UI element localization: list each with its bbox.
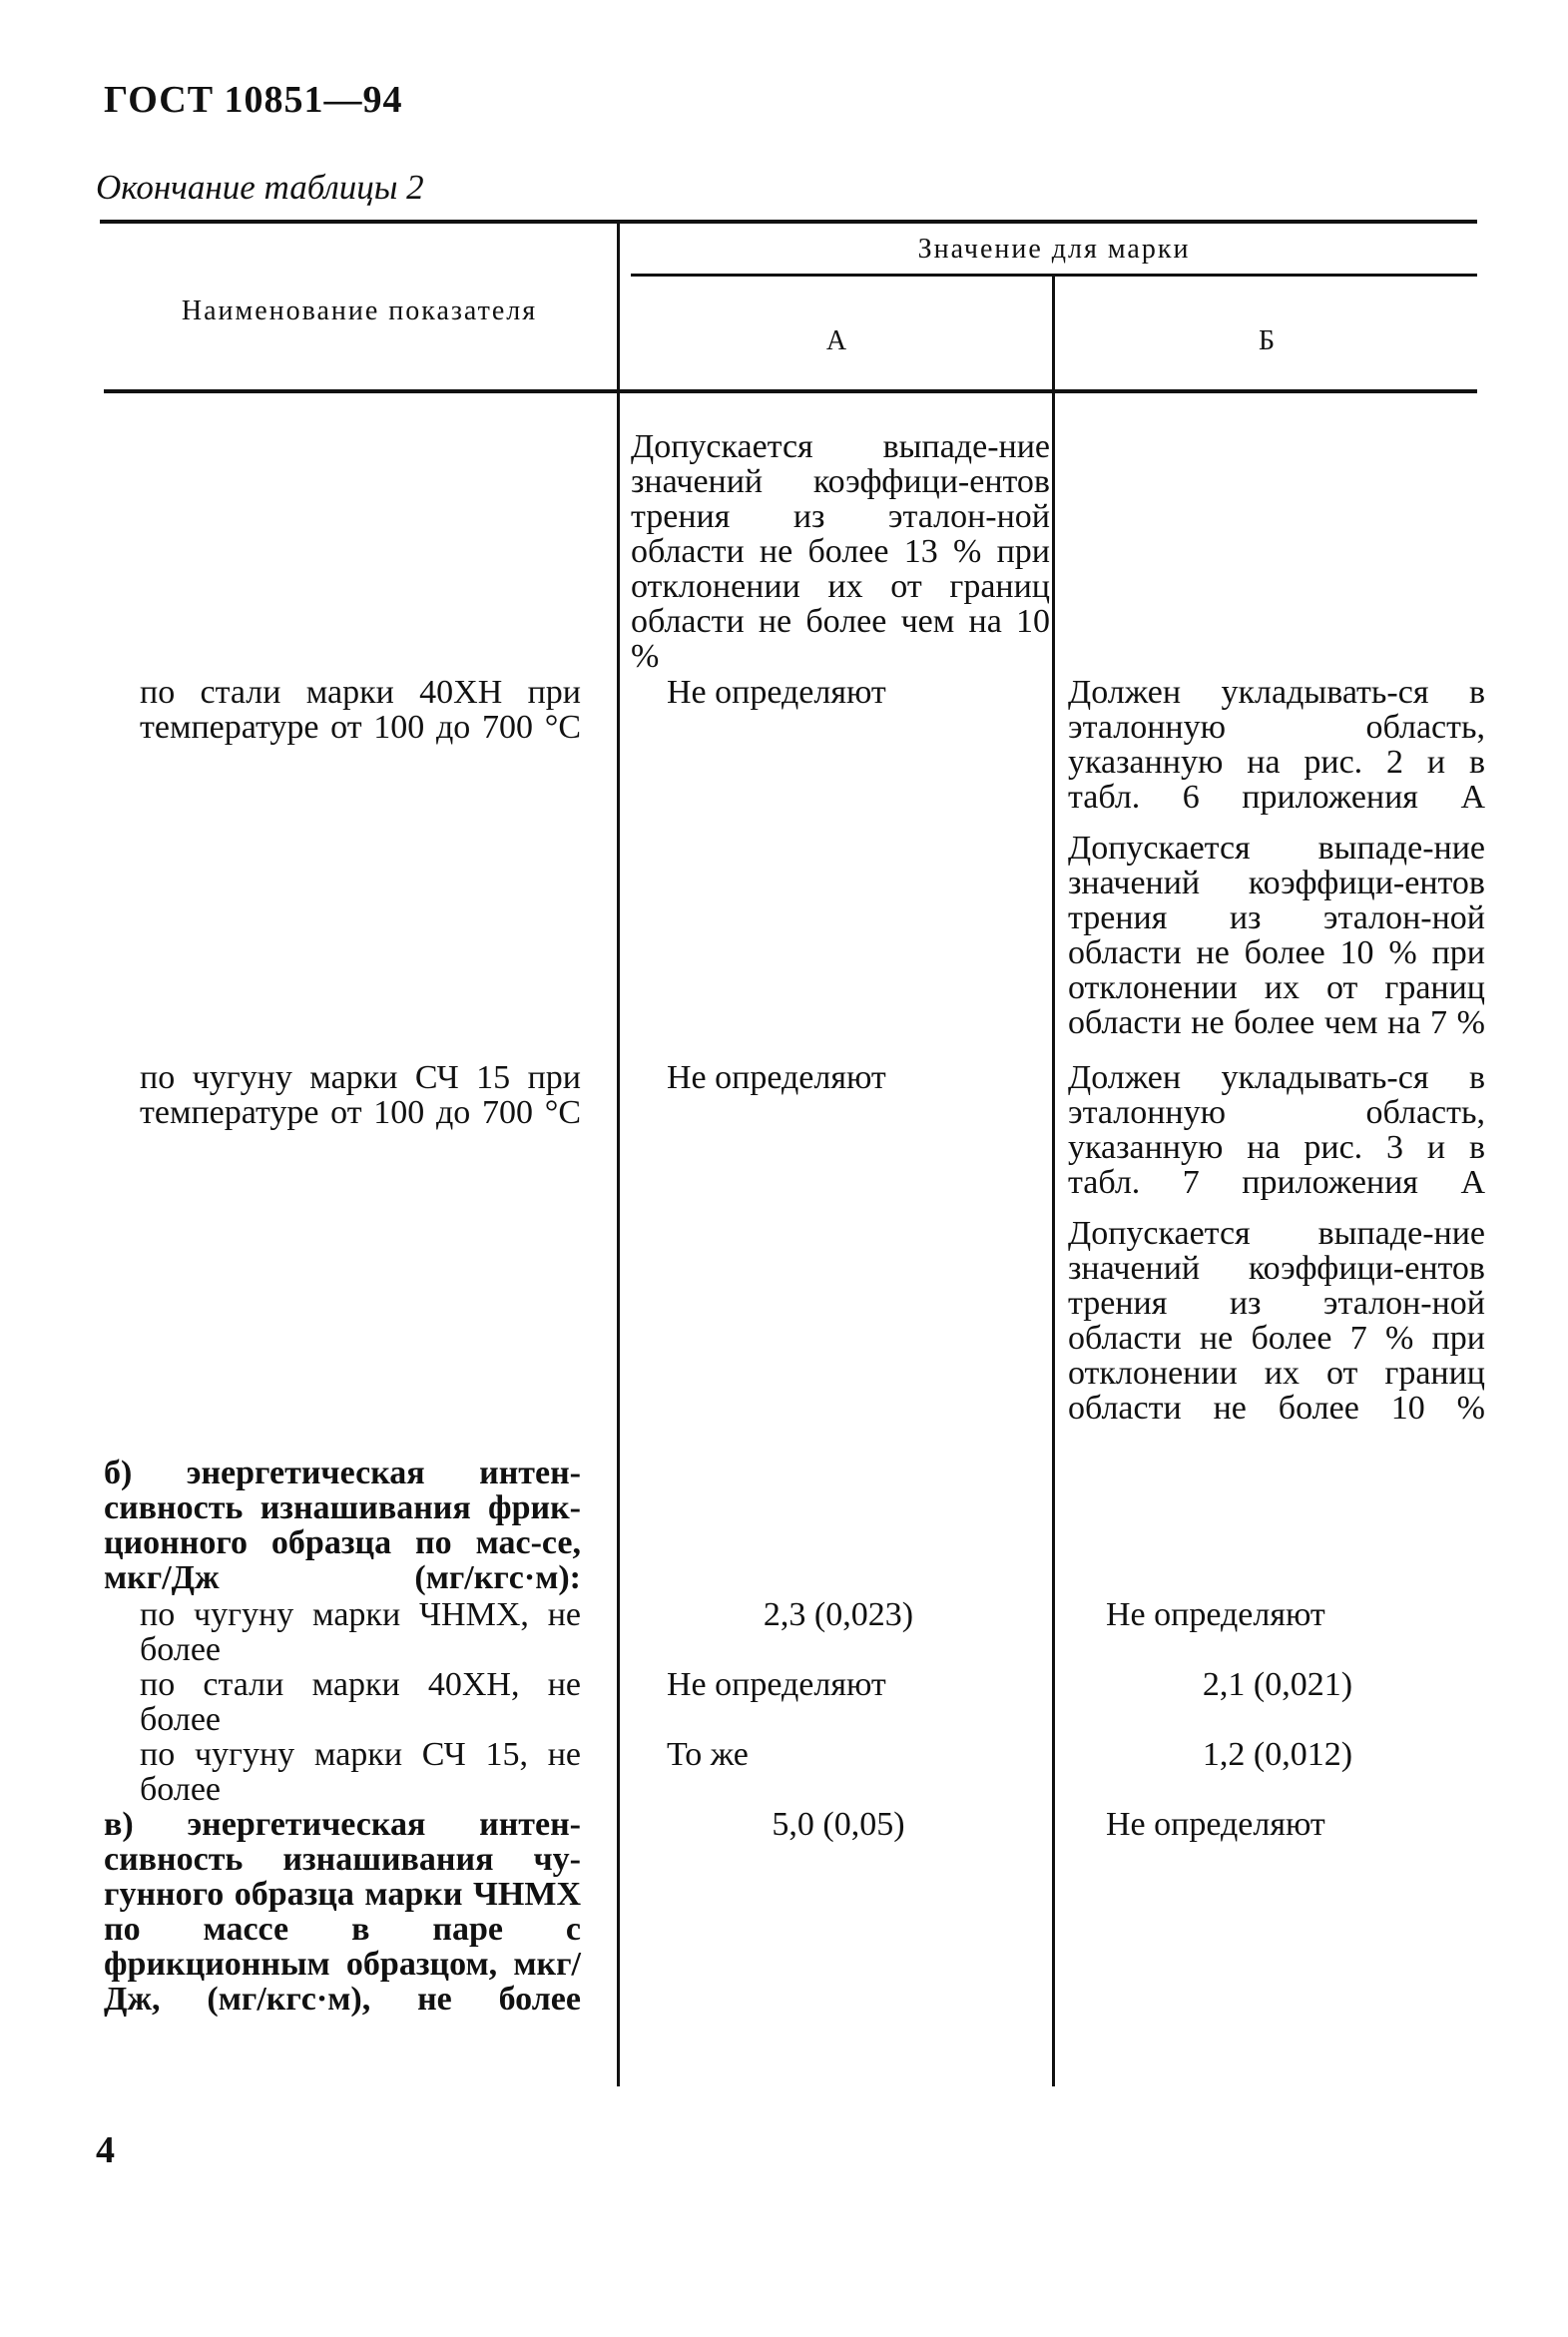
cell-r6-b: 1,2 (0,012) [1202,1736,1353,1773]
header-indicator: Наименование показателя [181,295,538,326]
cell-r2-indicator: по чугуну марки СЧ 15 при температуре от 100 до 700 °С [140,1059,581,1131]
cell-r1-b-note1: Должен укладывать-ся в эталонную область, указанную на рис. 2 и в табл. 6 приложения А [1068,674,1485,816]
document-title: ГОСТ 10851—94 [104,79,403,121]
cell-r5-a: Не определяют [667,1666,886,1703]
cell-r6-a: То же [667,1736,749,1773]
header-bottom-rule [104,389,1477,393]
cell-r5-indicator: по стали марки 40ХН, не более [140,1666,581,1738]
cell-r7-a: 5,0 (0,05) [772,1806,905,1843]
cell-r2-a: Не определяют [667,1059,886,1096]
cell-r2-b-note1: Должен укладывать-ся в эталонную область, указанную на рис. 3 и в табл. 7 приложения А [1068,1059,1485,1201]
page-number: 4 [96,2129,115,2171]
cell-r1-indicator: по стали марки 40ХН при температуре от 100 до 700 °С [140,674,581,746]
header-grade-a: А [825,325,849,356]
cell-r4-a: 2,3 (0,023) [763,1596,914,1633]
cell-r7-indicator: в) энергетическая интен-сивность изнашивания чу-гунного образца марки ЧНМХ по массе в паре с фрикционным образцом, мкг/Дж, (мг/кгс·м), не более [104,1806,581,2018]
column-divider-1 [617,222,620,2086]
cell-r4-b: Не определяют [1106,1596,1325,1633]
header-grade-b: Б [1258,325,1278,356]
table-caption: Окончание таблицы 2 [96,168,424,207]
column-divider-2 [1052,276,1055,2086]
cell-r2-b-note2: Допускается выпаде-ние значений коэффици-ентов трения из эталон-ной области не более 7 % при отклонении их от границ области не более 10 % [1068,1215,1485,1427]
cell-r4-indicator: по чугуну марки ЧНМХ, не более [140,1596,581,1668]
cell-r6-indicator: по чугуну марки СЧ 15, не более [140,1736,581,1808]
cell-r7-b: Не определяют [1106,1806,1325,1843]
cell-r5-b: 2,1 (0,021) [1202,1666,1353,1703]
cell-r1-a: Не определяют [667,674,886,711]
table-top-rule [100,220,1477,224]
cell-r0-a: Допускается выпаде-ние значений коэффици-ентов трения из эталон-ной области не более 13 % при отклонении их от границ области не более чем на 10 % [631,428,1050,675]
cell-r3-indicator: б) энергетическая интен-сивность изнашивания фрик-ционного образца по мас-се, мкг/Дж (мг/кгс·м): [104,1455,581,1596]
cell-r1-b-note2: Допускается выпаде-ние значений коэффици-ентов трения из эталон-ной области не более 10 % при отклонении их от границ области не более чем на 7 % [1068,830,1485,1041]
header-value-group: Значение для марки [917,234,1191,265]
